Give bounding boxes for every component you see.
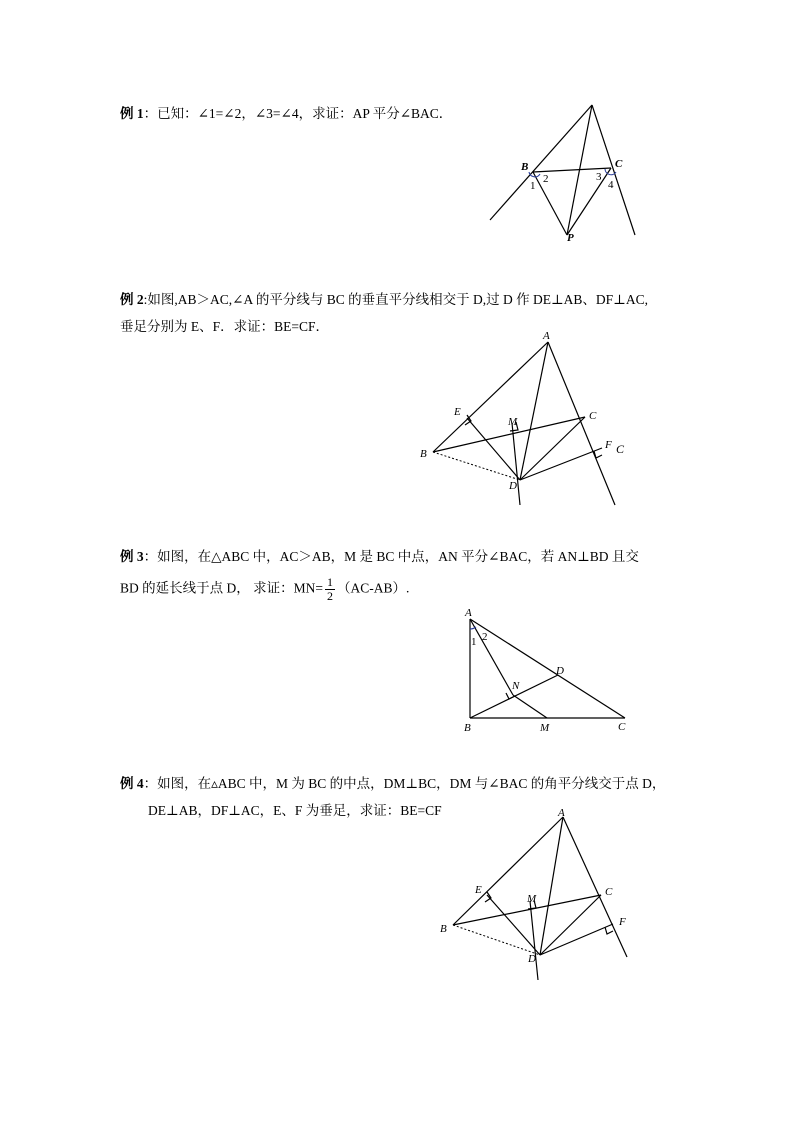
point-a-label: A	[558, 807, 565, 819]
angle-2-label: 2	[543, 173, 549, 185]
point-e-label: E	[475, 884, 482, 896]
fraction-one-half	[325, 576, 335, 603]
segment-an	[470, 619, 513, 695]
point-a-label: A	[543, 330, 550, 342]
angle-2-label: 2	[482, 631, 488, 643]
segment-df	[540, 924, 613, 955]
segment-bd-dotted	[433, 452, 520, 480]
point-b-label: B	[420, 448, 427, 460]
figure-4	[435, 805, 645, 985]
segment-nm	[513, 695, 547, 718]
angle-1-label: 1	[471, 636, 477, 648]
segment-ad	[540, 817, 563, 955]
right-angle-f	[594, 451, 602, 458]
point-b-label: B	[440, 923, 447, 935]
stray-c-label: C	[616, 442, 625, 456]
segment-cd	[520, 417, 585, 480]
angle-1-label: 1	[530, 180, 536, 192]
example-4-statement-line2	[148, 802, 442, 820]
point-f-label: F	[605, 439, 612, 451]
point-m-label: M	[508, 416, 518, 428]
side-ac	[470, 619, 625, 718]
example-2-label: 例 2	[120, 292, 144, 307]
segment-bp	[533, 172, 567, 235]
figure-1	[485, 100, 645, 250]
fraction-denominator: 2	[327, 589, 333, 603]
point-d-label: D	[509, 480, 517, 492]
point-c-label: C	[615, 158, 623, 170]
example-3-line1: ：如图，在△ABC 中，AC＞AB，M 是 BC 中点，AN 平分∠BAC，若 AN⊥BD 且交	[143, 549, 639, 564]
example-3-label: 例 3	[120, 549, 144, 564]
example-3-statement-line1	[120, 548, 639, 566]
point-p-label: P	[567, 232, 574, 244]
example-4-line2: DE⊥AB，DF⊥AC，E、F 为垂足，求证：BE=CF	[148, 803, 442, 818]
ray-ab	[490, 105, 592, 220]
point-a-label: A	[465, 607, 472, 619]
figure-3	[460, 605, 635, 735]
point-b-label: B	[521, 161, 529, 173]
point-c-label: C	[605, 886, 613, 898]
segment-df	[520, 448, 602, 480]
point-n-label: N	[512, 680, 520, 692]
example-2-line2: 垂足分别为 E、F．求证：BE=CF．	[120, 319, 330, 334]
point-m-label: M	[527, 893, 537, 905]
angle-4-label: 4	[608, 179, 614, 191]
example-3-statement-line2	[120, 576, 409, 603]
example-2-line1: :如图,AB＞AC,∠A 的平分线与 BC 的垂直平分线相交于 D,过 D 作 DE⊥AB、DF⊥AC,	[143, 292, 648, 307]
example-4-label: 例 4	[120, 776, 144, 791]
right-angle-f	[605, 927, 613, 934]
example-2-statement-line1	[120, 291, 648, 309]
angle-3-label: 3	[596, 171, 602, 183]
example-3-line2-pre: BD 的延长线于点 D， 求证：MN=	[120, 580, 323, 596]
fraction-numerator: 1	[327, 575, 333, 589]
point-e-label: E	[454, 406, 461, 418]
example-3-line2-post: （AC-AB）.	[337, 580, 410, 596]
example-1-label: 例 1	[120, 106, 144, 121]
example-1-text: ：已知：∠1=∠2，∠3=∠4，求证：AP 平分∠BAC．	[143, 106, 453, 121]
point-m-label: M	[540, 722, 550, 734]
point-f-label: F	[619, 916, 626, 928]
point-c-label: C	[589, 410, 597, 422]
example-2-statement-line2	[120, 318, 329, 336]
line-md	[512, 423, 520, 505]
example-1-statement	[120, 105, 452, 123]
example-4-line1: ：如图，在▵ABC 中，M 为 BC 的中点，DM⊥BC，DM 与∠BAC 的角平分线交于点 D，	[143, 776, 666, 791]
segment-ad	[520, 342, 548, 480]
line-md	[530, 901, 538, 980]
figure-2	[420, 330, 640, 510]
segment-cd	[540, 895, 601, 955]
example-4-statement-line1	[120, 775, 665, 793]
ray-ac	[563, 817, 627, 957]
point-c-label: C	[618, 721, 626, 733]
side-ab	[433, 342, 548, 452]
point-d-label: D	[556, 665, 564, 677]
point-b-label: B	[464, 722, 471, 734]
side-ab	[453, 817, 563, 925]
ray-ac	[592, 105, 635, 235]
point-d-label: D	[528, 953, 536, 965]
